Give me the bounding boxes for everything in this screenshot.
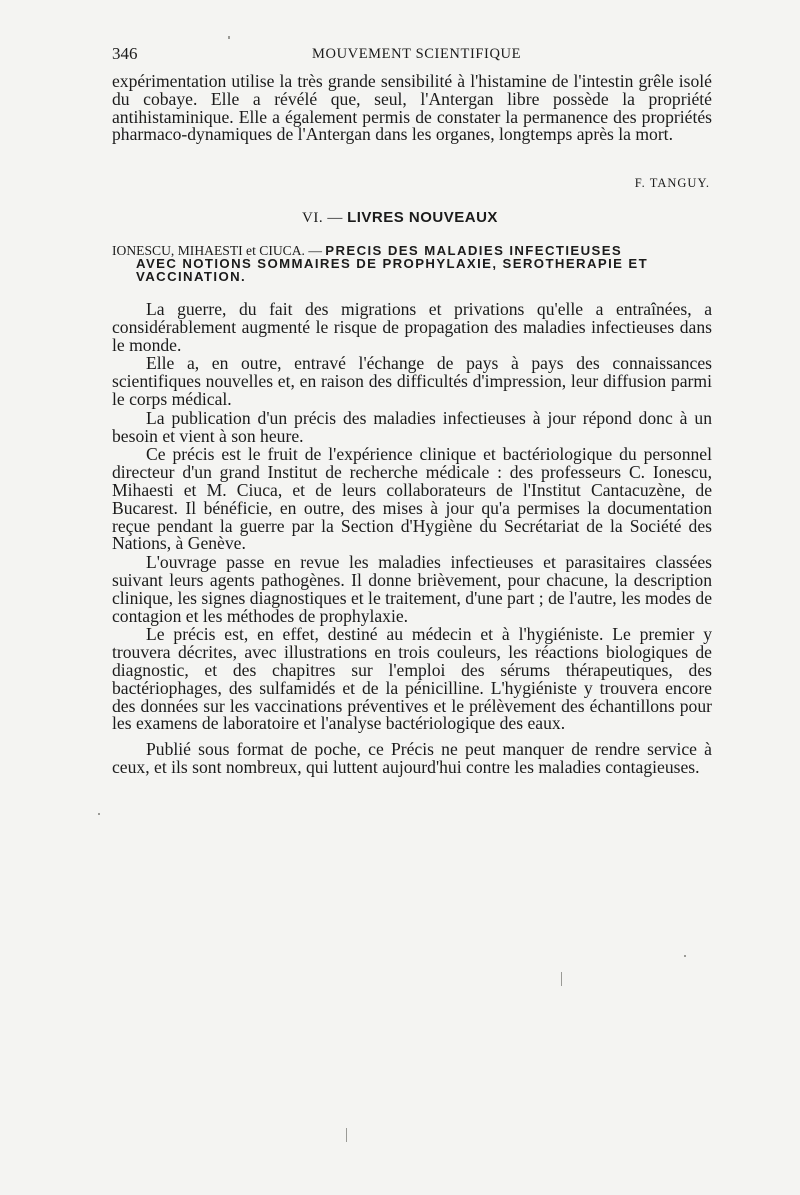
review-paragraph: La guerre, du fait des migrations et privations qu'elle a entraînées, a considérablement augmenté le risque de propagation des maladies infectieuses dans le monde. — [112, 299, 712, 355]
review-paragraph: L'ouvrage passe en revue les maladies infectieuses et parasitaires classées suivant leurs agents pathogènes. Il donne brièvement, pour chacune, la description clinique, les signes diagnostiques et le traitement, d'une part ; de l'autre, les modes de contagion et les méthodes de prophylaxie. — [112, 552, 712, 626]
book-authors: IONESCU, MIHAESTI et CIUCA. — — [112, 243, 322, 258]
review-paragraph: La publication d'un précis des maladies infectieuses à jour répond donc à un besoin et vient à son heure. — [112, 407, 712, 446]
book-review — [112, 301, 712, 778]
previous-article-continuation — [112, 73, 712, 144]
section-heading — [302, 209, 498, 227]
review-paragraph: Ce précis est le fruit de l'expérience clinique et bactériologique du personnel directeur d'un grand Institut de recherche médicale : des professeurs C. Ionescu, Mihaesti et M. Ciuca, et de leurs collaborateurs de l'Institut Cantacuzène, de Bucarest. Il bénéficie, en outre, des mises à jour qu'a permises la documentation reçue pendant la guerre par la Section d'Hygiène du Secrétariat de la Société des Nations, à Genève. — [112, 444, 712, 554]
running-header — [112, 44, 712, 64]
section-title: LIVRES NOUVEAUX — [347, 209, 498, 226]
review-paragraph: Elle a, en outre, entravé l'échange de pays à pays des connaissances scientifiques nouvelles et, en raison des difficultés d'impression, leur diffusion parmi le corps médical. — [112, 353, 712, 409]
paper-speck — [684, 955, 686, 957]
paper-speck — [561, 972, 562, 986]
continuation-paragraph: expérimentation utilise la très grande sensibilité à l'histamine de l'intestin grêle isolé du cobaye. Elle a révélé que, seul, l'Antergan libre possède la propriété antihistaminique. Elle a également permis de constater la permanence des propriétés pharmaco-dynamiques de l'Antergan dans les organes, longtemps après la mort. — [112, 71, 712, 145]
section-number: VI. — — [302, 210, 343, 226]
book-title-line-3: VACCINATION. — [136, 269, 247, 285]
review-paragraph: Le précis est, en effet, destiné au médecin et à l'hygiéniste. Le premier y trouvera décrites, avec illustrations en trois couleurs, les réactions biologiques de diagnostic, et des chapitres sur l'emploi des sérums thérapeutiques, des bactériophages, des sulfamidés et de la pénicilline. L'hygiéniste y trouvera encore des données sur les vaccinations préventives et le prélèvement des échantillons pour les examens de laboratoire et l'analyse bactériologique des eaux. — [112, 624, 712, 734]
author-signature: F. TANGUY. — [634, 176, 710, 190]
journal-title: MOUVEMENT SCIENTIFIQUE — [312, 46, 522, 62]
page-number: 346 — [112, 44, 138, 63]
review-paragraph: Publié sous format de poche, ce Précis ne peut manquer de rendre service à ceux, et ils sont nombreux, qui luttent aujourd'hui contre les maladies contagieuses. — [112, 739, 712, 777]
book-title-line-2: AVEC NOTIONS SOMMAIRES DE PROPHYLAXIE, SEROTHERAPIE ET — [136, 256, 649, 272]
book-reference — [112, 244, 712, 284]
paper-speck — [228, 36, 230, 39]
paper-speck — [346, 1128, 347, 1142]
book-title-line-1: PRECIS DES MALADIES INFECTIEUSES — [325, 243, 623, 258]
paper-speck — [98, 813, 100, 815]
